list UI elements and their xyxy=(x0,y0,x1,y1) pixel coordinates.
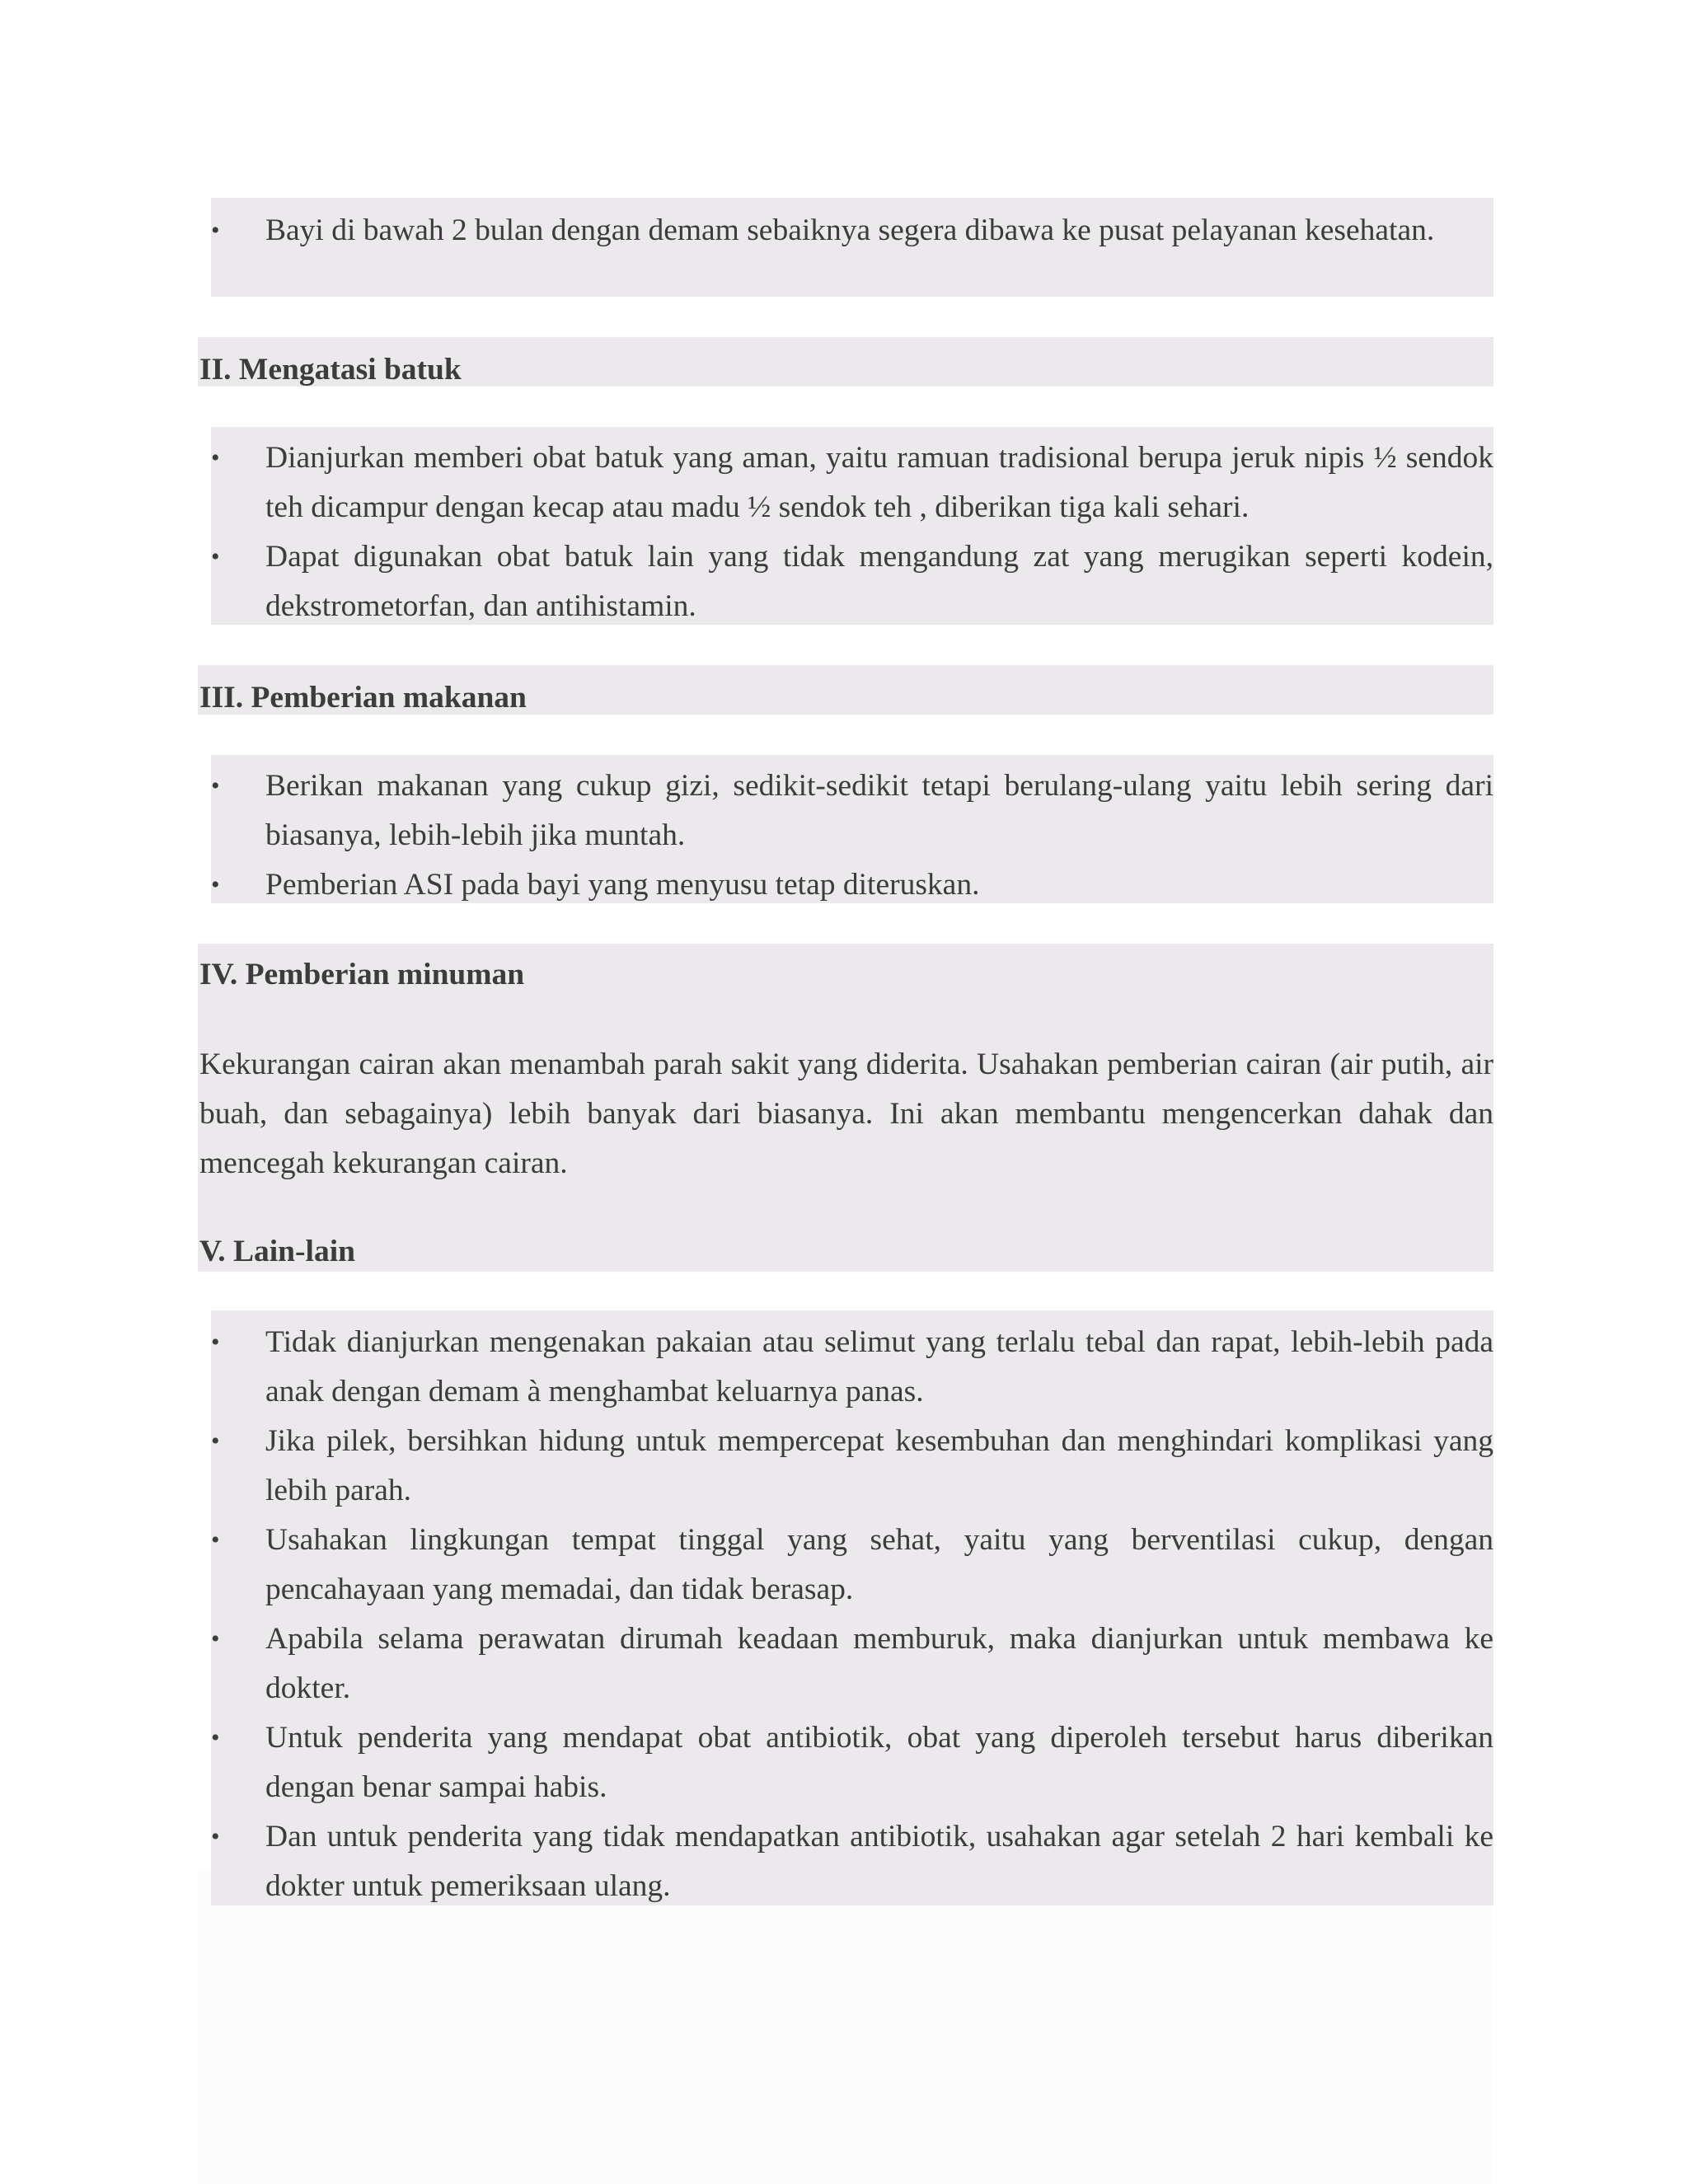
page-shade xyxy=(198,1871,1492,2184)
list-item xyxy=(211,1812,1493,1911)
list-item-text: Dapat digunakan obat batuk lain yang tidak mengandung zat yang merugikan seperti kodein, dekstrometorfan, dan antihistamin. xyxy=(265,540,1493,623)
list-item xyxy=(211,1615,1493,1713)
bullet-icon: • xyxy=(211,1526,220,1554)
bullet-icon: • xyxy=(211,1724,220,1751)
list-item-text: Untuk penderita yang mendapat obat antibiotik, obat yang diperoleh tersebut harus diberikan dengan benar sampai habis. xyxy=(265,1721,1493,1804)
list-item xyxy=(211,434,1493,532)
bullet-icon: • xyxy=(211,217,220,244)
bullet-icon: • xyxy=(211,444,220,471)
section-heading-5: V. Lain-lain xyxy=(199,1235,355,1268)
list-item xyxy=(211,532,1493,631)
bullet-icon: • xyxy=(211,1823,220,1850)
list-item xyxy=(211,1516,1493,1615)
list-item-text: Bayi di bawah 2 bulan dengan demam sebaiknya segera dibawa ke pusat pelayanan kesehatan. xyxy=(265,213,1435,247)
section-heading-4: IV. Pemberian minuman xyxy=(199,958,525,991)
list-item-text: Jika pilek, bersihkan hidung untuk mempercepat kesembuhan dan menghindari komplikasi yang lebih parah. xyxy=(265,1424,1493,1507)
list-item-text: Apabila selama perawatan dirumah keadaan memburuk, maka dianjurkan untuk membawa ke dokter. xyxy=(265,1622,1493,1705)
list-item-text: Dianjurkan memberi obat batuk yang aman, yaitu ramuan tradisional berupa jeruk nipis ½ sendok teh dicampur dengan kecap atau madu ½ sendok teh , diberikan tiga kali sehari. xyxy=(265,441,1493,524)
list-item-text: Berikan makanan yang cukup gizi, sedikit-sedikit tetapi berulang-ulang yaitu lebih sering dari biasanya, lebih-lebih jika muntah. xyxy=(265,769,1493,852)
section-heading-3: III. Pemberian makanan xyxy=(199,681,527,715)
list-item xyxy=(211,1318,1493,1417)
list-item xyxy=(211,860,1493,910)
list-item xyxy=(211,206,1493,255)
section-3-list xyxy=(211,762,1493,910)
bullet-icon: • xyxy=(211,772,220,799)
intro-list xyxy=(211,206,1493,255)
bullet-icon: • xyxy=(211,1329,220,1356)
list-item-text: Pemberian ASI pada bayi yang menyusu tetap diteruskan. xyxy=(265,868,980,902)
section-2-list xyxy=(211,434,1493,631)
section-4-paragraph: Kekurangan cairan akan menambah parah sakit yang diderita. Usahakan pemberian cairan (air putih, air buah, dan sebagainya) lebih banyak dari biasanya. Ini akan membantu mengencerkan dahak dan mencegah kekurangan cairan. xyxy=(199,1047,1493,1180)
list-item xyxy=(211,1713,1493,1812)
list-item-text: Dan untuk penderita yang tidak mendapatkan antibiotik, usahakan agar setelah 2 hari kembali ke dokter untuk pemeriksaan ulang. xyxy=(265,1820,1493,1903)
bullet-icon: • xyxy=(211,1427,220,1455)
section-heading-2: II. Mengatasi batuk xyxy=(199,353,462,387)
bullet-icon: • xyxy=(211,543,220,570)
list-item-text: Usahakan lingkungan tempat tinggal yang sehat, yaitu yang berventilasi cukup, dengan pencahayaan yang memadai, dan tidak berasap. xyxy=(265,1523,1493,1606)
section-5-list xyxy=(211,1318,1493,1911)
list-item-text: Tidak dianjurkan mengenakan pakaian atau selimut yang terlalu tebal dan rapat, lebih-lebih pada anak dengan demam à menghambat keluarnya panas. xyxy=(265,1325,1493,1408)
bullet-icon: • xyxy=(211,1625,220,1652)
list-item xyxy=(211,1417,1493,1516)
list-item xyxy=(211,762,1493,860)
bullet-icon: • xyxy=(211,871,220,898)
